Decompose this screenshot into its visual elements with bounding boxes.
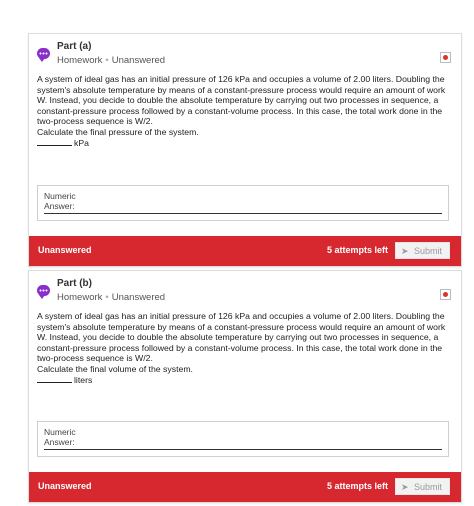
unit-label: kPa	[74, 137, 89, 148]
part-a-subtitle	[57, 55, 165, 66]
part-a-card	[28, 33, 462, 267]
part-b-footer	[29, 472, 461, 502]
part-b-answer-box[interactable]	[37, 421, 449, 457]
blank-line	[37, 375, 72, 383]
submit-label: Submit	[414, 245, 443, 256]
footer-status: Unanswered	[38, 245, 92, 255]
part-b-header	[33, 275, 457, 305]
chat-bubble-icon	[37, 48, 50, 59]
attempts-left: 5 attempts left	[326, 481, 388, 491]
blank-line	[37, 138, 72, 146]
unit-label: liters	[74, 374, 93, 385]
part-a-answer-box[interactable]	[37, 185, 449, 221]
part-b-subtitle	[57, 292, 165, 303]
answer-unit-line	[37, 138, 449, 149]
submit-button[interactable]	[395, 242, 450, 259]
submit-button[interactable]	[395, 478, 450, 495]
numeric-answer-field[interactable]	[44, 213, 442, 214]
numeric-answer-label: Numeric Answer:	[44, 427, 76, 447]
state-label: Unanswered	[111, 55, 166, 66]
part-b-title: Part (b)	[57, 278, 92, 289]
part-a-header	[33, 38, 457, 68]
close-icon[interactable]	[440, 52, 451, 63]
part-b-card	[28, 270, 462, 503]
close-icon[interactable]	[440, 289, 451, 300]
category-label: Homework	[57, 292, 103, 303]
part-a-title: Part (a)	[57, 41, 92, 52]
answer-unit-line	[37, 375, 449, 386]
submit-label: Submit	[414, 481, 443, 492]
chat-bubble-icon	[37, 285, 50, 296]
paper-plane-icon: ➤	[401, 482, 409, 492]
category-label: Homework	[57, 55, 103, 66]
numeric-answer-field[interactable]	[44, 449, 442, 450]
attempts-left: 5 attempts left	[326, 245, 388, 255]
question-text: A system of ideal gas has an initial pressure of 126 kPa and occupies a volume of 2.00 liters. Doubling the system's absolute temperature by means of a constant-pressure process would require an amount of work W. Instead, you decide to double the absolute temperature by carrying out two processes in sequence, a constant-pressure process followed by a constant-volume process. In this case, the total work done in the two-process sequence is W/2.	[37, 74, 446, 127]
separator: •	[105, 292, 109, 303]
part-a-question	[37, 74, 449, 148]
question-prompt: Calculate the final pressure of the system.	[37, 126, 199, 137]
state-label: Unanswered	[111, 292, 166, 303]
footer-status: Unanswered	[38, 481, 92, 491]
question-prompt: Calculate the final volume of the system.	[37, 363, 193, 374]
part-b-question	[37, 311, 449, 385]
numeric-answer-label: Numeric Answer:	[44, 191, 76, 211]
separator: •	[105, 55, 109, 66]
question-text: A system of ideal gas has an initial pressure of 126 kPa and occupies a volume of 2.00 liters. Doubling the system's absolute temperature by means of a constant-pressure process would require an amount of work W. Instead, you decide to double the absolute temperature by carrying out two processes in sequence, a constant-pressure process followed by a constant-volume process. In this case, the total work done in the two-process sequence is W/2.	[37, 311, 446, 364]
paper-plane-icon: ➤	[401, 246, 409, 256]
part-a-footer	[29, 236, 461, 266]
